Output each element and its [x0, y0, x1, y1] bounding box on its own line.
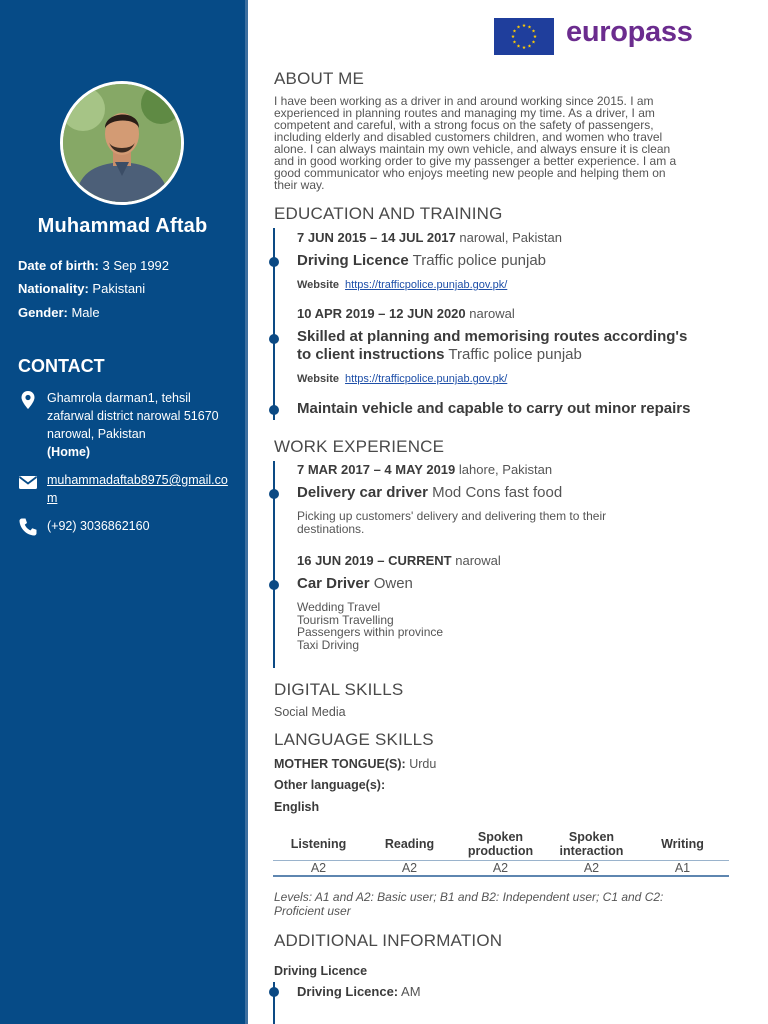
levels-note-line: Proficient user [274, 904, 351, 918]
column-label: Spoken [477, 830, 524, 844]
job-description [297, 510, 727, 535]
eu-star-icon [517, 25, 521, 28]
europass-logo [494, 18, 699, 56]
location: narowal [455, 553, 501, 568]
about-heading: ABOUT ME [274, 69, 365, 88]
timeline-dot [269, 580, 279, 590]
other-language-name: English [274, 800, 320, 814]
phone-icon [18, 517, 38, 537]
about-line: I have been working as a driver in and around working since 2015. I am [274, 94, 654, 108]
level-writing: A1 [674, 861, 691, 875]
digital-skills-heading: DIGITAL SKILLS [274, 680, 404, 699]
website-row [297, 373, 507, 385]
additional-subheading: Driving Licence [274, 964, 368, 978]
website-link[interactable]: https://trafficpolice.punjab.gov.pk/ [345, 279, 508, 291]
digital-skill: Social Media [274, 705, 346, 719]
about-line: competent and careful, with a strong focus on the safety of passengers, [274, 118, 654, 132]
gender-value: Male [71, 305, 100, 320]
nationality-value: Pakistani [92, 281, 146, 296]
location: lahore, Pakistan [458, 462, 553, 477]
column-listening [273, 828, 364, 860]
level-spoken-production: A2 [492, 861, 509, 875]
location: narowal, Pakistan [459, 230, 563, 245]
eu-star-icon [532, 40, 536, 43]
education-dates [297, 230, 562, 245]
description-line: Taxi Driving [297, 637, 360, 652]
column-label: interaction [559, 844, 624, 858]
date-range: 7 MAR 2017 – 4 MAY 2019 [297, 462, 456, 477]
eu-flag-icon [494, 18, 554, 55]
envelope-icon [18, 472, 38, 492]
level-spoken-interaction: A2 [583, 861, 600, 875]
about-line: good communicator who enjoys meeting new people and helping them on [274, 166, 666, 180]
organisation: Traffic police punjab [448, 346, 582, 363]
timeline-dot [269, 334, 279, 344]
description-line: Tourism Travelling [297, 612, 394, 627]
description-line: Picking up customers' delivery and delivering them to their [297, 509, 607, 523]
sidebar [0, 0, 245, 1024]
organisation: Traffic police punjab [412, 252, 547, 269]
qualification: Driving Licence [297, 252, 409, 269]
mother-tongue-label: MOTHER TONGUE(S): [274, 757, 406, 771]
education-heading: EDUCATION AND TRAINING [274, 204, 503, 223]
date-range: 7 JUN 2015 – 14 JUL 2017 [297, 230, 456, 245]
work-dates [297, 553, 501, 568]
gender [18, 305, 100, 320]
email-link[interactable]: muhammadaftab8975@gmail.com [47, 473, 228, 505]
employer: Owen [373, 575, 413, 592]
eu-star-icon [533, 35, 537, 38]
driving-licence-label: Driving Licence: [297, 984, 399, 999]
level-reading: A2 [401, 861, 418, 875]
job-title [297, 575, 733, 593]
level-listening: A2 [310, 861, 327, 875]
timeline-dot [269, 405, 279, 415]
date-of-birth-label: Date of birth: [18, 258, 99, 273]
person-name: Muhammad Aftab [37, 215, 208, 237]
about-line: experienced in planning routes and managing my time. As a driver, I am [274, 106, 655, 120]
table-bottom-rule [273, 875, 729, 877]
qualification: Maintain vehicle and capable to carry out minor repairs [297, 400, 691, 417]
description-line: destinations. [297, 521, 365, 536]
column-label: production [467, 844, 534, 858]
address-type: (Home) [47, 445, 91, 459]
education-title [297, 328, 733, 364]
column-label: Writing [661, 837, 704, 851]
levels-note-line: Levels: A1 and A2: Basic user; B1 and B2: Independent user; C1 and C2: [274, 890, 664, 904]
about-text [274, 95, 730, 191]
location: narowal [469, 306, 515, 321]
education-title [297, 400, 733, 418]
description-line: Wedding Travel [297, 600, 381, 614]
about-line: their way. [274, 178, 325, 192]
position: Delivery car driver [297, 484, 428, 501]
timeline-dot [269, 987, 279, 997]
profile-photo [60, 81, 184, 205]
website-label: Website [297, 373, 339, 385]
job-description [297, 601, 727, 651]
description-line: Passengers within province [297, 625, 444, 639]
driving-licence-value: AM [401, 984, 421, 999]
mother-tongue-value: Urdu [409, 757, 437, 771]
date-of-birth-value: 3 Sep 1992 [102, 258, 170, 273]
column-reading [364, 828, 455, 860]
nationality-label: Nationality: [18, 281, 89, 296]
eu-star-icon [528, 44, 532, 47]
qualification-line-1: Skilled at planning and memorising routes according's [297, 328, 688, 345]
email [47, 471, 229, 507]
position: Car Driver [297, 575, 370, 592]
about-line: including elderly and disabled customers children, and women who travel [274, 130, 663, 144]
additional-info-heading: ADDITIONAL INFORMATION [274, 931, 503, 950]
eu-star-icon [513, 29, 517, 32]
education-title [297, 252, 733, 270]
work-heading: WORK EXPERIENCE [274, 437, 445, 456]
language-table-header [273, 828, 729, 860]
employer: Mod Cons fast food [432, 484, 563, 501]
website-link[interactable]: https://trafficpolice.punjab.gov.pk/ [345, 373, 508, 385]
eu-star-icon [528, 25, 532, 28]
column-spoken-production [455, 828, 546, 860]
timeline-dot [269, 489, 279, 499]
gender-label: Gender: [18, 305, 68, 320]
eu-star-icon [517, 44, 521, 47]
about-line: and in good working order to give my passenger a better experience. I am a [274, 154, 677, 168]
address [47, 389, 229, 461]
date-range: 10 APR 2019 – 12 JUN 2020 [297, 306, 466, 321]
eu-star-icon [511, 35, 515, 38]
education-dates [297, 306, 515, 321]
location-pin-icon [18, 390, 38, 410]
work-dates [297, 462, 552, 477]
date-range: 16 JUN 2019 – CURRENT [297, 553, 452, 568]
website-label: Website [297, 279, 339, 291]
eu-star-icon [522, 24, 526, 27]
job-title [297, 484, 733, 502]
europass-wordmark: europass [566, 16, 693, 48]
date-of-birth [18, 258, 169, 273]
website-row [297, 279, 507, 291]
column-label: Spoken [568, 830, 615, 844]
timeline-dot [269, 257, 279, 267]
about-line: alone. I can always maintain my own vehicle, and always ensure it is clean [274, 142, 671, 156]
address-text: Ghamrola darman1, tehsil zafarwal district narowal 51670 narowal, Pakistan [47, 391, 219, 441]
phone: (+92) 3036862160 [47, 519, 150, 533]
contact-heading: CONTACT [18, 356, 105, 376]
mother-tongue [274, 757, 436, 771]
qualification-line-2: to client instructions [297, 346, 445, 363]
nationality [18, 281, 145, 296]
eu-star-icon [522, 46, 526, 49]
column-spoken-interaction [546, 828, 637, 860]
column-writing [637, 828, 728, 860]
eu-star-icon [532, 29, 536, 32]
column-label: Reading [384, 837, 435, 851]
column-label: Listening [290, 837, 347, 851]
driving-licence-entry [297, 984, 421, 999]
sidebar-divider [245, 0, 248, 1024]
eu-star-icon [513, 40, 517, 43]
language-skills-heading: LANGUAGE SKILLS [274, 730, 434, 749]
other-languages-label: Other language(s): [274, 778, 386, 792]
levels-note [274, 890, 714, 918]
